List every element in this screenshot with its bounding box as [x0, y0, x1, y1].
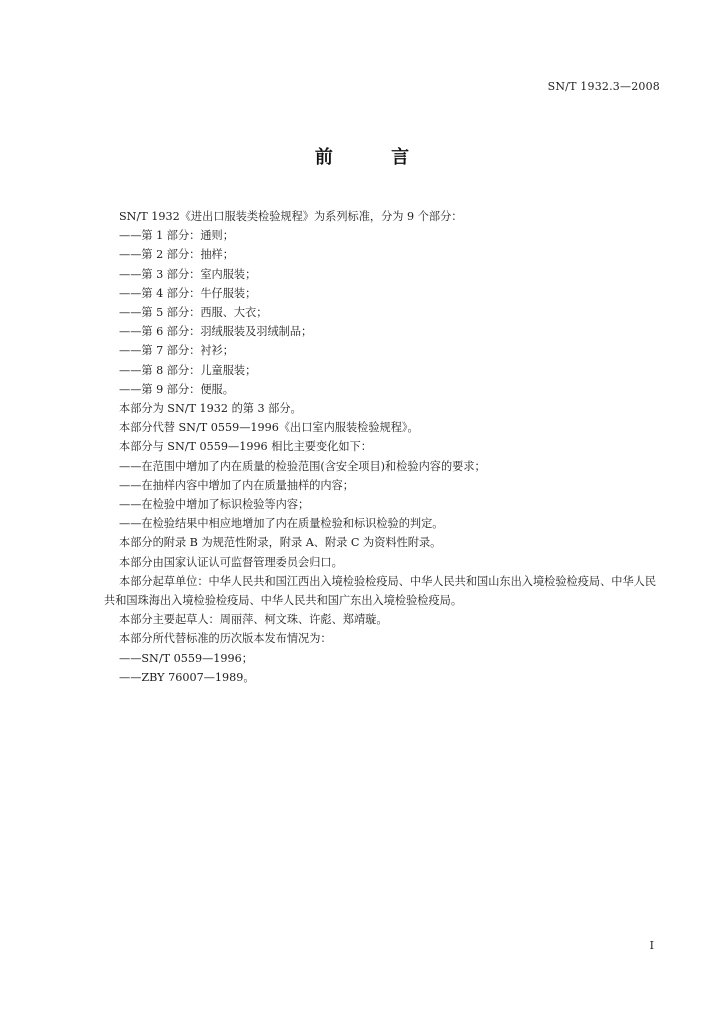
list-item-change-3: ——在检验中增加了标识检验等内容；	[119, 498, 310, 512]
list-item-part-6: ——第 6 部分：羽绒服装及羽绒制品；	[119, 325, 313, 339]
paragraph-annexes: 本部分的附录 B 为规范性附录，附录 A、附录 C 为资料性附录。	[119, 536, 442, 550]
list-item-part-5: ——第 5 部分：西服、大衣；	[119, 306, 268, 320]
list-item-part-3: ——第 3 部分：室内服装；	[119, 267, 257, 281]
paragraph-intro: SN/T 1932《进出口服装类检验规程》为系列标准，分为 9 个部分：	[119, 210, 463, 223]
list-item-history-1: ——SN/T 0559—1996；	[119, 651, 253, 665]
standard-code: SN/T 1932.3—2008	[547, 80, 660, 93]
paragraph-history-intro: 本部分所代替标准的历次版本发布情况为：	[119, 632, 332, 646]
paragraph-replaces: 本部分代替 SN/T 0559—1996《出口室内服装检验规程》。	[119, 421, 419, 435]
paragraph-administered-by: 本部分由国家认证认可监督管理委员会归口。	[119, 555, 343, 569]
list-item-part-7: ——第 7 部分：衬衫；	[119, 344, 234, 358]
list-item-part-2: ——第 2 部分：抽样；	[119, 248, 234, 262]
page-title: 前 言	[314, 147, 436, 168]
list-item-change-1: ——在范围中增加了内在质量的检验范围(含安全项目)和检验内容的要求；	[119, 459, 486, 473]
list-item-history-2: ——ZBY 76007—1989。	[119, 670, 255, 684]
list-item-change-4: ——在检验结果中相应地增加了内在质量检验和标识检验的判定。	[119, 517, 444, 531]
paragraph-part-statement: 本部分为 SN/T 1932 的第 3 部分。	[119, 402, 302, 416]
paragraph-drafters: 本部分主要起草人：周丽萍、柯文珠、许彪、郑靖璇。	[119, 613, 388, 627]
list-item-part-8: ——第 8 部分：儿童服装；	[119, 363, 257, 377]
list-item-part-9: ——第 9 部分：便服。	[119, 382, 234, 396]
paragraph-drafting-units: 本部分起草单位：中华人民共和国江西出入境检验检疫局、中华人民共和国山东出入境检验检疫局、中华人民共和国珠海出入境检验检疫局、中华人民共和国广东出入境检验检疫局。	[104, 574, 657, 608]
foreword-body	[104, 207, 664, 687]
list-item-change-2: ——在抽样内容中增加了内在质量抽样的内容；	[119, 478, 354, 492]
list-item-part-4: ——第 4 部分：牛仔服装；	[119, 286, 257, 300]
list-item-part-1: ——第 1 部分：通则；	[119, 229, 234, 243]
paragraph-changes-intro: 本部分与 SN/T 0559—1996 相比主要变化如下：	[119, 440, 372, 454]
page-number: I	[649, 939, 654, 952]
